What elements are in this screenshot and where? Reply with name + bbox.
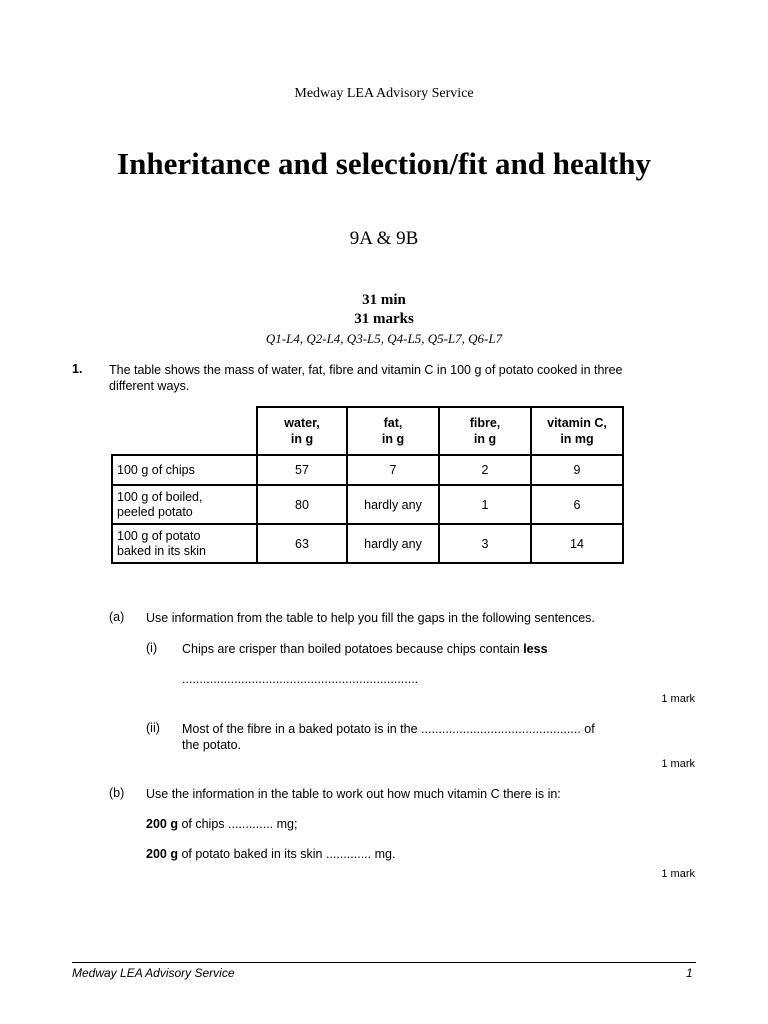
part-a-i-label: (i): [146, 641, 158, 655]
row-label-baked: [112, 524, 257, 563]
header-water-line2: in g: [290, 432, 314, 446]
page-title: Inheritance and selection/fit and healthy: [117, 146, 651, 181]
page-number: 1: [686, 966, 693, 980]
mark-a-i: 1 mark: [661, 693, 695, 705]
part-a-ii-text: Most of the fibre in a baked potato is in the: [182, 722, 422, 736]
header-vitamin-c-line2: in mg: [560, 432, 594, 446]
part-a-i-text: Chips are crisper than boiled potatoes because chips contain: [182, 642, 524, 656]
header-fat: [347, 407, 439, 455]
table-corner: [112, 407, 257, 455]
question-intro: The table shows the mass of water, fat, fibre and vitamin C in 100 g of potato cooked in three different ways.: [109, 363, 623, 393]
cell-value: 9: [531, 455, 623, 485]
part-b-label: (b): [109, 786, 125, 800]
table-header-row: [112, 407, 623, 455]
total-marks: 31 marks: [354, 311, 414, 327]
header-fibre: [439, 407, 531, 455]
header-fibre-line1: fibre,: [469, 416, 501, 430]
cell-value: 57: [257, 455, 347, 485]
header-water: [257, 407, 347, 455]
row-label-line: 100 g of potato: [117, 528, 201, 543]
header-service: Medway LEA Advisory Service: [294, 86, 474, 101]
table-row: [112, 485, 623, 524]
table-row: [112, 455, 623, 485]
header-fat-line2: in g: [381, 432, 405, 446]
part-b-line1-rest: of chips ............. mg;: [177, 817, 298, 831]
row-label-line: baked in its skin: [117, 543, 206, 558]
question-levels: Q1-L4, Q2-L4, Q3-L5, Q4-L5, Q5-L7, Q6-L7: [265, 331, 503, 346]
part-b-line1-bold: 200 g: [146, 817, 178, 831]
part-a-i-bold: less: [523, 642, 548, 656]
part-a-ii-line1: [182, 721, 702, 737]
mark-a-ii: 1 mark: [661, 758, 695, 770]
answer-line-a-ii: ..............................................: [421, 722, 581, 736]
header-vitamin-c: [531, 407, 623, 455]
answer-line-a-i: ....................................................................: [182, 672, 419, 686]
header-fibre-line2: in g: [473, 432, 497, 446]
nutrition-table: [111, 406, 624, 564]
part-b-line2-bold: 200 g: [146, 847, 178, 861]
header-vitamin-c-line1: vitamin C,: [547, 416, 607, 430]
cell-value: 14: [531, 524, 623, 563]
cell-value: 7: [347, 455, 439, 485]
question-number: 1.: [72, 362, 83, 376]
row-label-boiled: [112, 485, 257, 524]
row-label-line: 100 g of boiled,: [117, 489, 203, 504]
part-a-label: (a): [109, 610, 125, 624]
part-b-line2-rest: of potato baked in its skin ............. mg.: [177, 847, 396, 861]
cell-value: 80: [257, 485, 347, 524]
cell-value: 63: [257, 524, 347, 563]
row-label-chips: [112, 455, 257, 485]
part-b-text: Use the information in the table to work out how much vitamin C there is in:: [146, 787, 561, 801]
row-label-line: 100 g of chips: [117, 462, 195, 477]
header-water-line1: water,: [284, 416, 320, 430]
part-b-line2: [146, 846, 686, 862]
time-allowed: 31 min: [362, 292, 406, 308]
footer-divider: [72, 962, 696, 963]
part-a-text: Use information from the table to help you fill the gaps in the following sentences.: [146, 611, 595, 625]
cell-value: 3: [439, 524, 531, 563]
cell-value: hardly any: [347, 485, 439, 524]
part-a-ii-after: of: [580, 722, 595, 736]
part-a-ii-line2: the potato.: [182, 738, 242, 752]
table-row: [112, 524, 623, 563]
cell-value: 1: [439, 485, 531, 524]
mark-b: 1 mark: [661, 868, 695, 880]
row-label-line: peeled potato: [117, 504, 193, 519]
part-a-i-sentence: [182, 641, 702, 657]
units-subtitle: 9A & 9B: [349, 228, 419, 249]
cell-value: 2: [439, 455, 531, 485]
part-b-line1: [146, 816, 686, 832]
part-a-ii-label: (ii): [146, 721, 160, 735]
header-fat-line1: fat,: [383, 416, 403, 430]
footer-service: Medway LEA Advisory Service: [72, 966, 235, 980]
cell-value: 6: [531, 485, 623, 524]
cell-value: hardly any: [347, 524, 439, 563]
